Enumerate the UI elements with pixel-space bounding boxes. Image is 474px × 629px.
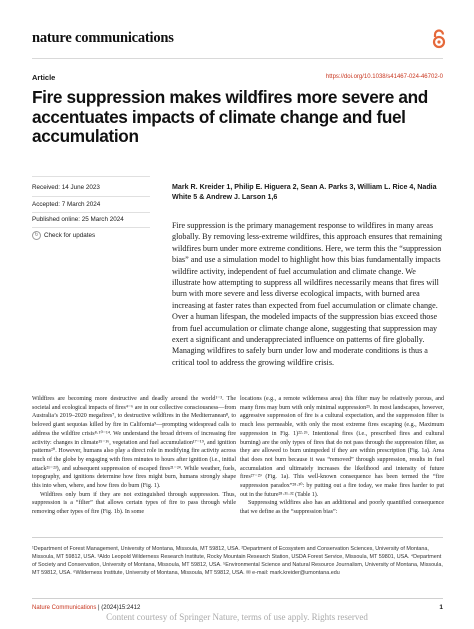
body-paragraph: Wildfires are becoming more destructive and deadly around the world¹⁻³. The societal and ecological impacts of fires⁴⁻⁶ are in our collective consciousness—from Australia’s 2019–2020 megafires⁷, to destructive wildfires in the Mediterranean⁸, to beloved giant sequoias killed by fire in California⁹—prompting widespread calls to address the wildfire crisis⁸·¹⁰⁻¹⁴. We understand the broad drivers of increasing fire activity: changes in climate¹⁵⁻¹⁶, vegetation and fuel accumulation¹⁷⁻¹⁹, and ignition patterns²⁰. However, humans also play a direct role in modifying fire activity across much of the globe by engaging with fires minutes to hours after ignition (i.e., initial attack²¹⁻²³), and subsequent suppression of escaped fires²¹⁻²⁴. While weather, fuels, topography, and ignitions determine how fires might burn, humans strongly shape this into when, where, and how fires do burn (Fig. 1). [32,396,236,490]
refresh-icon: ↻ [32,231,41,240]
author-list: Mark R. Kreider 1, Philip E. Higuera 2, Sean A. Parks 3, William L. Rice 4, Nadia White 5 & Andrew J. Larson 1,6 [172,183,437,201]
meta-divider [32,196,150,197]
footnote-divider [32,537,443,538]
footer-divider [32,598,443,599]
article-type-label: Article [32,73,56,82]
footer-volume: | (2024)15:2412 [96,605,141,611]
footer-citation [32,605,140,611]
body-paragraph: Wildfires only burn if they are not extinguished through suppression. Thus, suppression is a “filter” that allows certain types of fire to pass through while removing other types of fire (Fig. 1b). In some [32,491,236,516]
check-for-updates-button[interactable] [32,231,95,240]
meta-divider [32,212,150,213]
courtesy-watermark: Content courtesy of Springer Nature, terms of use apply. Rights reserved [106,612,368,622]
check-for-updates-label: Check for updates [44,232,96,239]
header-divider [32,58,443,59]
page-number: 1 [439,604,443,611]
journal-name: nature communications [32,30,174,46]
meta-divider [32,176,150,177]
body-paragraph: locations (e.g., a remote wilderness area) this filter may be relatively porous, and many fires may burn with only minimal suppression²⁵. In most landscapes, however, aggressive suppression of fire is a cultural expectation, and the suppression filter is much less permeable, with only the most extreme fires escaping (e.g., Maximum suppression in Fig. 1)²²·²⁶. Intentional fires (i.e., prescribed fires and cultural burning) are the only types of fires that do not pass through the suppression filter, as they are allowed to burn unimpeded if they are within prescription (Fig. 1a). Area that does not burn because it was “removed” through suppression, results in fuel accumulation and ultimately increases the likelihood and intensity of future fires²⁷⁻²⁹ (Fig. 1a). This well-known consequence has been termed the “fire suppression paradox”²⁸·³⁰: by putting out a fire today, we make fires harder to put out in the future²⁸·³¹·³² (Table 1). [240,396,444,498]
body-paragraph: Suppressing wildfires also has an additional and poorly quantified consequence that we define as the “suppression bias”: [240,500,444,516]
received-date: Received: 14 June 2023 [32,184,100,191]
abstract: Fire suppression is the primary management response to wildfires in many areas globally. By removing less-extreme wildfires, this approach ensures that remaining wildfires burn under more extreme conditions. Here, we term this the “suppression bias” and use a simulation model to highlight how this bias fundamentally impacts wildfire activity, independent of fuel accumulation and climate change. We illustrate how attempting to suppress all wildfires necessarily means that fires will burn with more severe and less diverse ecological impacts, with burned area increasing at faster rates than expected from fuel accumulation or climate change. Over a human lifespan, the modeled impacts of the suppression bias exceed those from fuel accumulation or climate change alone, suggesting that suppression may exert a significant and underappreciated influence on patterns of fire globally. Managing wildfires to safely burn under low and moderate conditions is thus a critical tool to address the growing wildfire crisis. [172,221,443,367]
meta-divider [32,227,150,228]
published-date: Published online: 25 March 2024 [32,216,124,223]
affiliations-footnote: ¹Department of Forest Management, University of Montana, Missoula, MT 59812, USA. ²Department of Ecosystem and Conservation Sciences, University of Montana, Missoula, MT 59812, USA. ³Aldo Leopold Wilderness Research Institute, Rocky Mountain Research Station, USDA Forest Service, Missoula, MT 59801, USA. ⁴Department of Society and Conservation, University of Montana, Missoula, MT 59812, USA. ⁵Environmental Science and Natural Resource Journalism, University of Montana, Missoula, MT 59812, USA. ⁶Wilderness Institute, University of Montana, Missoula, MT 59812, USA. ✉ e-mail: mark.kreider@umontana.edu [32,546,443,577]
doi-link[interactable]: https://doi.org/10.1038/s41467-024-46702-0 [325,74,443,80]
footer-journal-link[interactable]: Nature Communications [32,605,97,611]
open-access-icon [431,29,447,49]
article-title: Fire suppression makes wildfires more severe and accentuates impacts of climate change and fuel accumulation [32,87,428,146]
accepted-date: Accepted: 7 March 2024 [32,201,101,208]
body-column-right [240,395,444,517]
body-column-left [32,395,236,517]
